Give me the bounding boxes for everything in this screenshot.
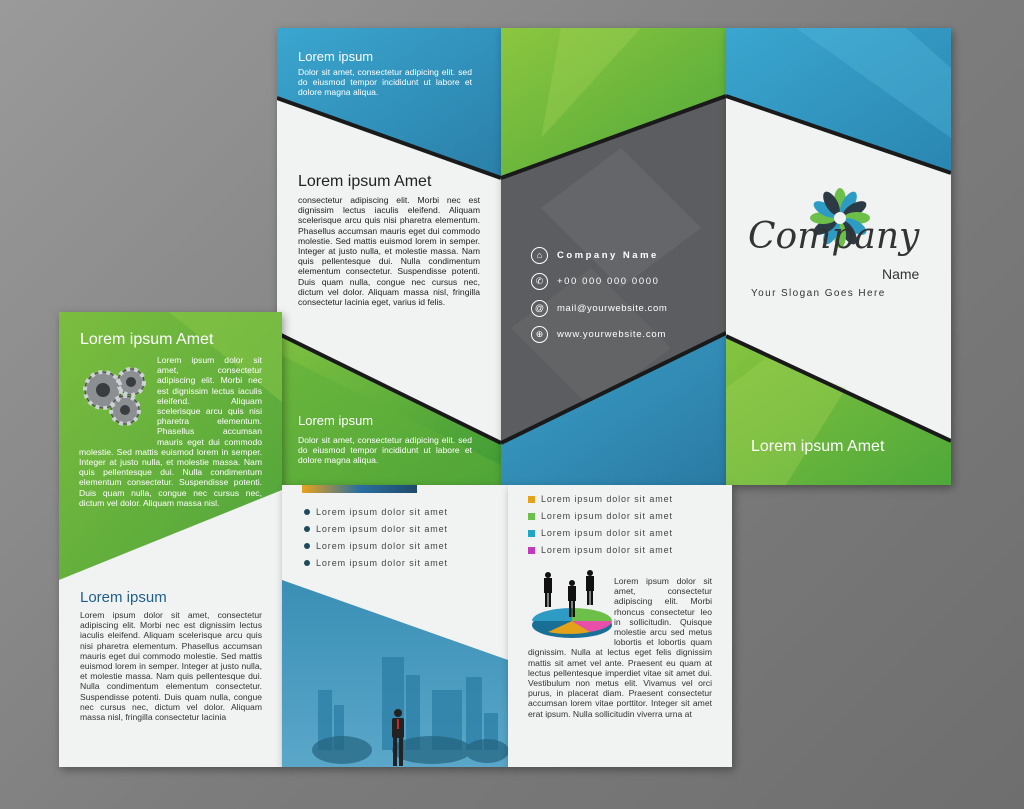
bullet-square — [528, 547, 535, 554]
brochure-back-panel — [501, 28, 726, 485]
home-icon: ⌂ — [531, 247, 548, 264]
bullet-item — [304, 507, 448, 517]
globe-icon: ⊕ — [531, 326, 548, 343]
brochure-outside-right-panel — [508, 485, 732, 767]
bullet-text: Lorem ipsum dolor sit amet — [541, 511, 673, 521]
website-row — [531, 326, 666, 343]
bottom-panel-1-green-text-content: Lorem ipsum dolor sit amet, consectetur adipiscing elit. Morbi nec est dignissim lectus iaculis eleifend. Aliquam scelerisque arcu quis nisi pharetra elementum. Phasellus accumsan mauris eget dui commodo molestie. Sed mattis euismod lorem in semper. Integer at justo nulla, et molestie massa. Nam quis pellentesque dui. Nulla condimentum elementum consectetur. Suspendisse potenti. Duis quam nulla, congue nec cursus nec, dictum vel dolor. Aliquam massa nisl. — [79, 355, 262, 508]
bullet-text: Lorem ipsum dolor sit amet — [316, 541, 448, 551]
panel-1-footer-title: Lorem ipsum — [298, 413, 374, 428]
bullet-square — [528, 513, 535, 520]
bullet-dot — [304, 543, 310, 549]
bullet-text: Lorem ipsum dolor sit amet — [316, 524, 448, 534]
bullet-text: Lorem ipsum dolor sit amet — [316, 558, 448, 568]
bottom-panel-1-white-title: Lorem ipsum — [80, 589, 167, 606]
panel-1-footer-text: Dolor sit amet, consectetur adipicing elit. sed do eiusmod tempor incididunt ut labore et dolore magna aliqua. — [298, 435, 472, 466]
bullet-dot — [304, 526, 310, 532]
bullet-item — [304, 524, 448, 534]
slogan-text: Your Slogan Goes Here — [751, 288, 886, 299]
bullet-dot — [304, 509, 310, 515]
company-script-text: Company — [748, 216, 920, 257]
panel-1-header-title: Lorem ipsum — [298, 49, 374, 64]
bottom-panel-1-green-text — [79, 355, 262, 508]
bullet-dot — [304, 560, 310, 566]
colored-bullet-item — [528, 528, 673, 538]
bottom-panel-1-title: Lorem ipsum Amet — [80, 331, 214, 348]
brochure-inside-left-panel — [277, 28, 501, 485]
bullet-square — [528, 530, 535, 537]
bottom-panel-3-body-text-content: Lorem ipsum dolor sit amet, consectetur adipiscing elit. Morbi rhoncus consectetur leo in sollicitudin. Quisque molestie arcu sed metus lobortis et lobortis quam dignissim. Nulla at lectus eget felis dignissim mattis sit amet vel ante. Praesent eu quam at lectus pellentesque imperdiet vitae sit amet dui. Vestibulum non metus elit. Vivamus vel orci purus, in placerat diam. Praesent consectetur accumsan lorem vitae porttitor. Integer sit amet erat ipsum. Nulla sollicitudin viverra urna at — [528, 576, 712, 719]
bullet-text: Lorem ipsum dolor sit amet — [541, 545, 673, 555]
phone-icon: ✆ — [531, 273, 548, 290]
phone-text: +00 000 000 0000 — [557, 276, 660, 287]
company-name-text: Company Name — [557, 250, 659, 261]
colored-bullet-item — [528, 494, 673, 504]
bullet-text: Lorem ipsum dolor sit amet — [316, 507, 448, 517]
panel-3-footer-title: Lorem ipsum Amet — [751, 438, 885, 455]
gear-text-wrap-spacer — [79, 355, 157, 437]
panel-1-main-text: consectetur adipiscing elit. Morbi nec est dignissim lectus iaculis eleifend. Aliquam scelerisque arcu quis nisi pharetra elementum. Phasellus accumsan mauris eget dui commodo molestie. Sed mattis euismod lorem in semper. Integer at justo nulla, et molestie massa. Nam quis pellentesque dui. Nulla condimentum elementum consectetur. Suspendisse potenti. Duis quam nulla, congue nec cursus nec, dictum vel dolor. Aliquam massa nisl, fringilla consectetur lacinia eget, varius id felis. — [298, 195, 480, 308]
email-row — [531, 300, 667, 317]
website-text: www.yourwebsite.com — [557, 329, 667, 340]
colored-bullet-item — [528, 511, 673, 521]
bullet-square — [528, 496, 535, 503]
email-icon: @ — [531, 300, 548, 317]
colored-bullet-item — [528, 545, 673, 555]
phone-row — [531, 273, 659, 290]
bullet-text: Lorem ipsum dolor sit amet — [541, 528, 673, 538]
email-text: mail@yourwebsite.com — [557, 303, 668, 314]
company-name-row — [531, 247, 659, 264]
panel-1-main-title: Lorem ipsum Amet — [298, 173, 432, 190]
brochure-outside-middle-panel — [282, 485, 508, 767]
bullet-item — [304, 558, 448, 568]
bullet-text: Lorem ipsum dolor sit amet — [541, 494, 673, 504]
brochure-outside-left-panel — [59, 312, 282, 767]
bottom-panel-3-body-text — [528, 576, 712, 719]
bottom-panel-1-white-text: Lorem ipsum dolor sit amet, consectetur adipiscing elit. Morbi nec est dignissim lectus iaculis eleifend. Aliquam scelerisque arcu quis nisi pharetra elementum. Phasellus accumsan mauris eget dui commodo molestie. Sed mattis euismod lorem in semper. Integer at justo nulla, et molestie massa. Nam quis pellentesque dui. Nulla condimentum elementum consectetur. Suspendisse potenti. Duis quam nulla, congue nec cursus nec, dictum vel dolor. Aliquam massa nisl, fringilla consectetur lacinia — [80, 610, 262, 723]
bullet-item — [304, 541, 448, 551]
brochure-cover-panel — [726, 28, 951, 485]
company-name-word: Name — [882, 266, 920, 282]
panel-1-header-text: Dolor sit amet, consectetur adipicing elit. sed do eiusmod tempor incididunt ut labore et dolore magna aliqua. — [298, 67, 472, 98]
pie-text-wrap-spacer — [528, 576, 614, 641]
